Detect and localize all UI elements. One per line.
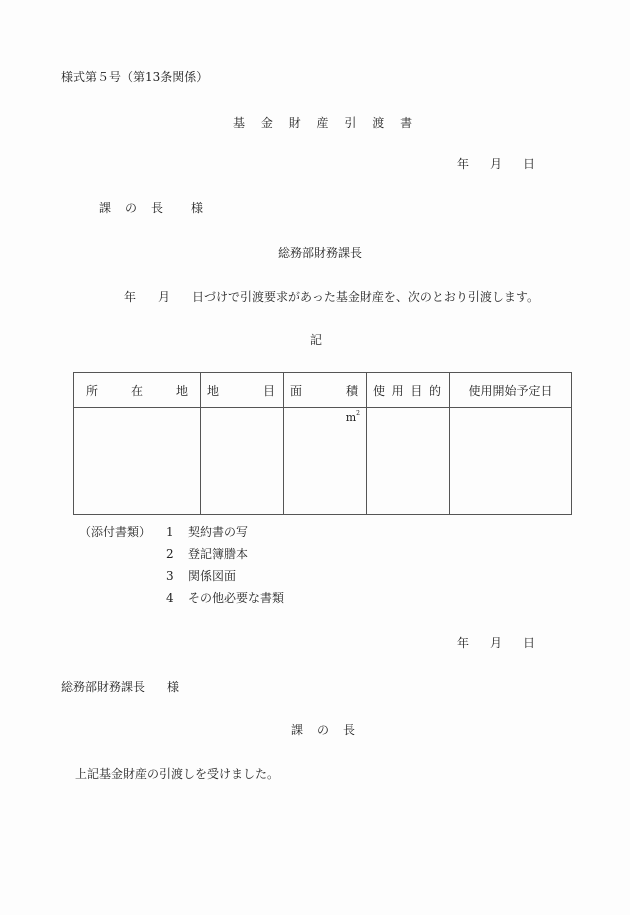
header-char: 目 [262, 383, 275, 398]
date-month-label: 月 [490, 636, 503, 650]
notice-addressee [99, 201, 203, 215]
cell-purpose[interactable] [367, 408, 450, 515]
attachment-item [166, 569, 236, 583]
header-location [74, 373, 201, 408]
date-year-label: 年 [457, 636, 470, 650]
sender-part: 課 [291, 723, 304, 737]
attachment-text: その他必要な書類 [188, 591, 285, 605]
body-year-label: 年 [124, 290, 137, 304]
title-char: 引 [344, 116, 357, 130]
title-char: 産 [316, 116, 329, 130]
sender-part: 長 [343, 723, 356, 737]
header-char: 地 [175, 383, 188, 398]
header-char: 面 [290, 383, 303, 398]
attachment-num: 1 [166, 525, 174, 539]
cell-location[interactable] [74, 408, 201, 515]
title-char: 基 [233, 116, 246, 130]
attachments-label: （添付書類） [79, 525, 152, 539]
title-char: 金 [260, 116, 273, 130]
notice-body [124, 290, 539, 304]
attachment-item [166, 525, 248, 539]
title-char: 財 [288, 116, 301, 130]
title-char: 渡 [372, 116, 385, 130]
body-month-label: 月 [158, 290, 171, 304]
header-char: 用 [391, 383, 404, 398]
area-unit [284, 408, 366, 424]
notice-date [457, 157, 535, 171]
header-char: 所 [86, 383, 99, 398]
unit-base: m [345, 411, 357, 424]
header-purpose [367, 373, 450, 408]
receipt-text: 上記基金財産の引渡しを受けました。 [75, 767, 280, 781]
header-start-date [450, 373, 572, 408]
attachment-item [166, 591, 284, 605]
honorific: 様 [191, 201, 204, 215]
table-header-row [74, 373, 572, 408]
header-area [284, 373, 367, 408]
addressee-part: 長 [151, 201, 164, 215]
receipt-date [457, 636, 535, 650]
addressee-name: 総務部財務課長 [61, 680, 146, 694]
attachment-text: 登記簿謄本 [188, 547, 249, 561]
unit-sup: 2 [356, 410, 360, 417]
addressee-part: の [125, 201, 138, 215]
receipt-sender [291, 723, 355, 737]
addressee-part: 課 [99, 201, 112, 215]
cell-area[interactable] [284, 408, 367, 515]
ki-label: 記 [310, 333, 323, 347]
header-char: 在 [130, 383, 143, 398]
attachment-num: 3 [166, 569, 174, 583]
receipt-addressee [61, 680, 179, 694]
header-char: 積 [345, 383, 358, 398]
header-char: 的 [428, 383, 441, 398]
document-title [233, 116, 424, 130]
attachment-num: 4 [166, 591, 174, 605]
header-char: 地 [207, 383, 220, 398]
date-day-label: 日 [523, 157, 536, 171]
attachment-text: 関係図面 [188, 569, 237, 583]
cell-start-date[interactable] [450, 408, 572, 515]
header-label: 使用開始予定日 [468, 383, 553, 398]
table-row [74, 408, 572, 515]
property-table [73, 372, 572, 515]
body-text: 日づけで引渡要求があった基金財産を、次のとおり引渡します。 [192, 290, 539, 304]
cell-land-category[interactable] [201, 408, 284, 515]
header-land-category [201, 373, 284, 408]
date-year-label: 年 [457, 157, 470, 171]
notice-sender: 総務部財務課長 [278, 246, 363, 260]
header-char: 使 [373, 383, 386, 398]
form-number: 様式第５号（第13条関係） [61, 70, 209, 84]
date-day-label: 日 [523, 636, 536, 650]
attachment-item [166, 547, 248, 561]
sender-part: の [317, 723, 330, 737]
attachment-num: 2 [166, 547, 174, 561]
attachment-text: 契約書の写 [188, 525, 249, 539]
title-char: 書 [400, 116, 413, 130]
date-month-label: 月 [490, 157, 503, 171]
header-char: 目 [410, 383, 423, 398]
honorific: 様 [167, 680, 180, 694]
